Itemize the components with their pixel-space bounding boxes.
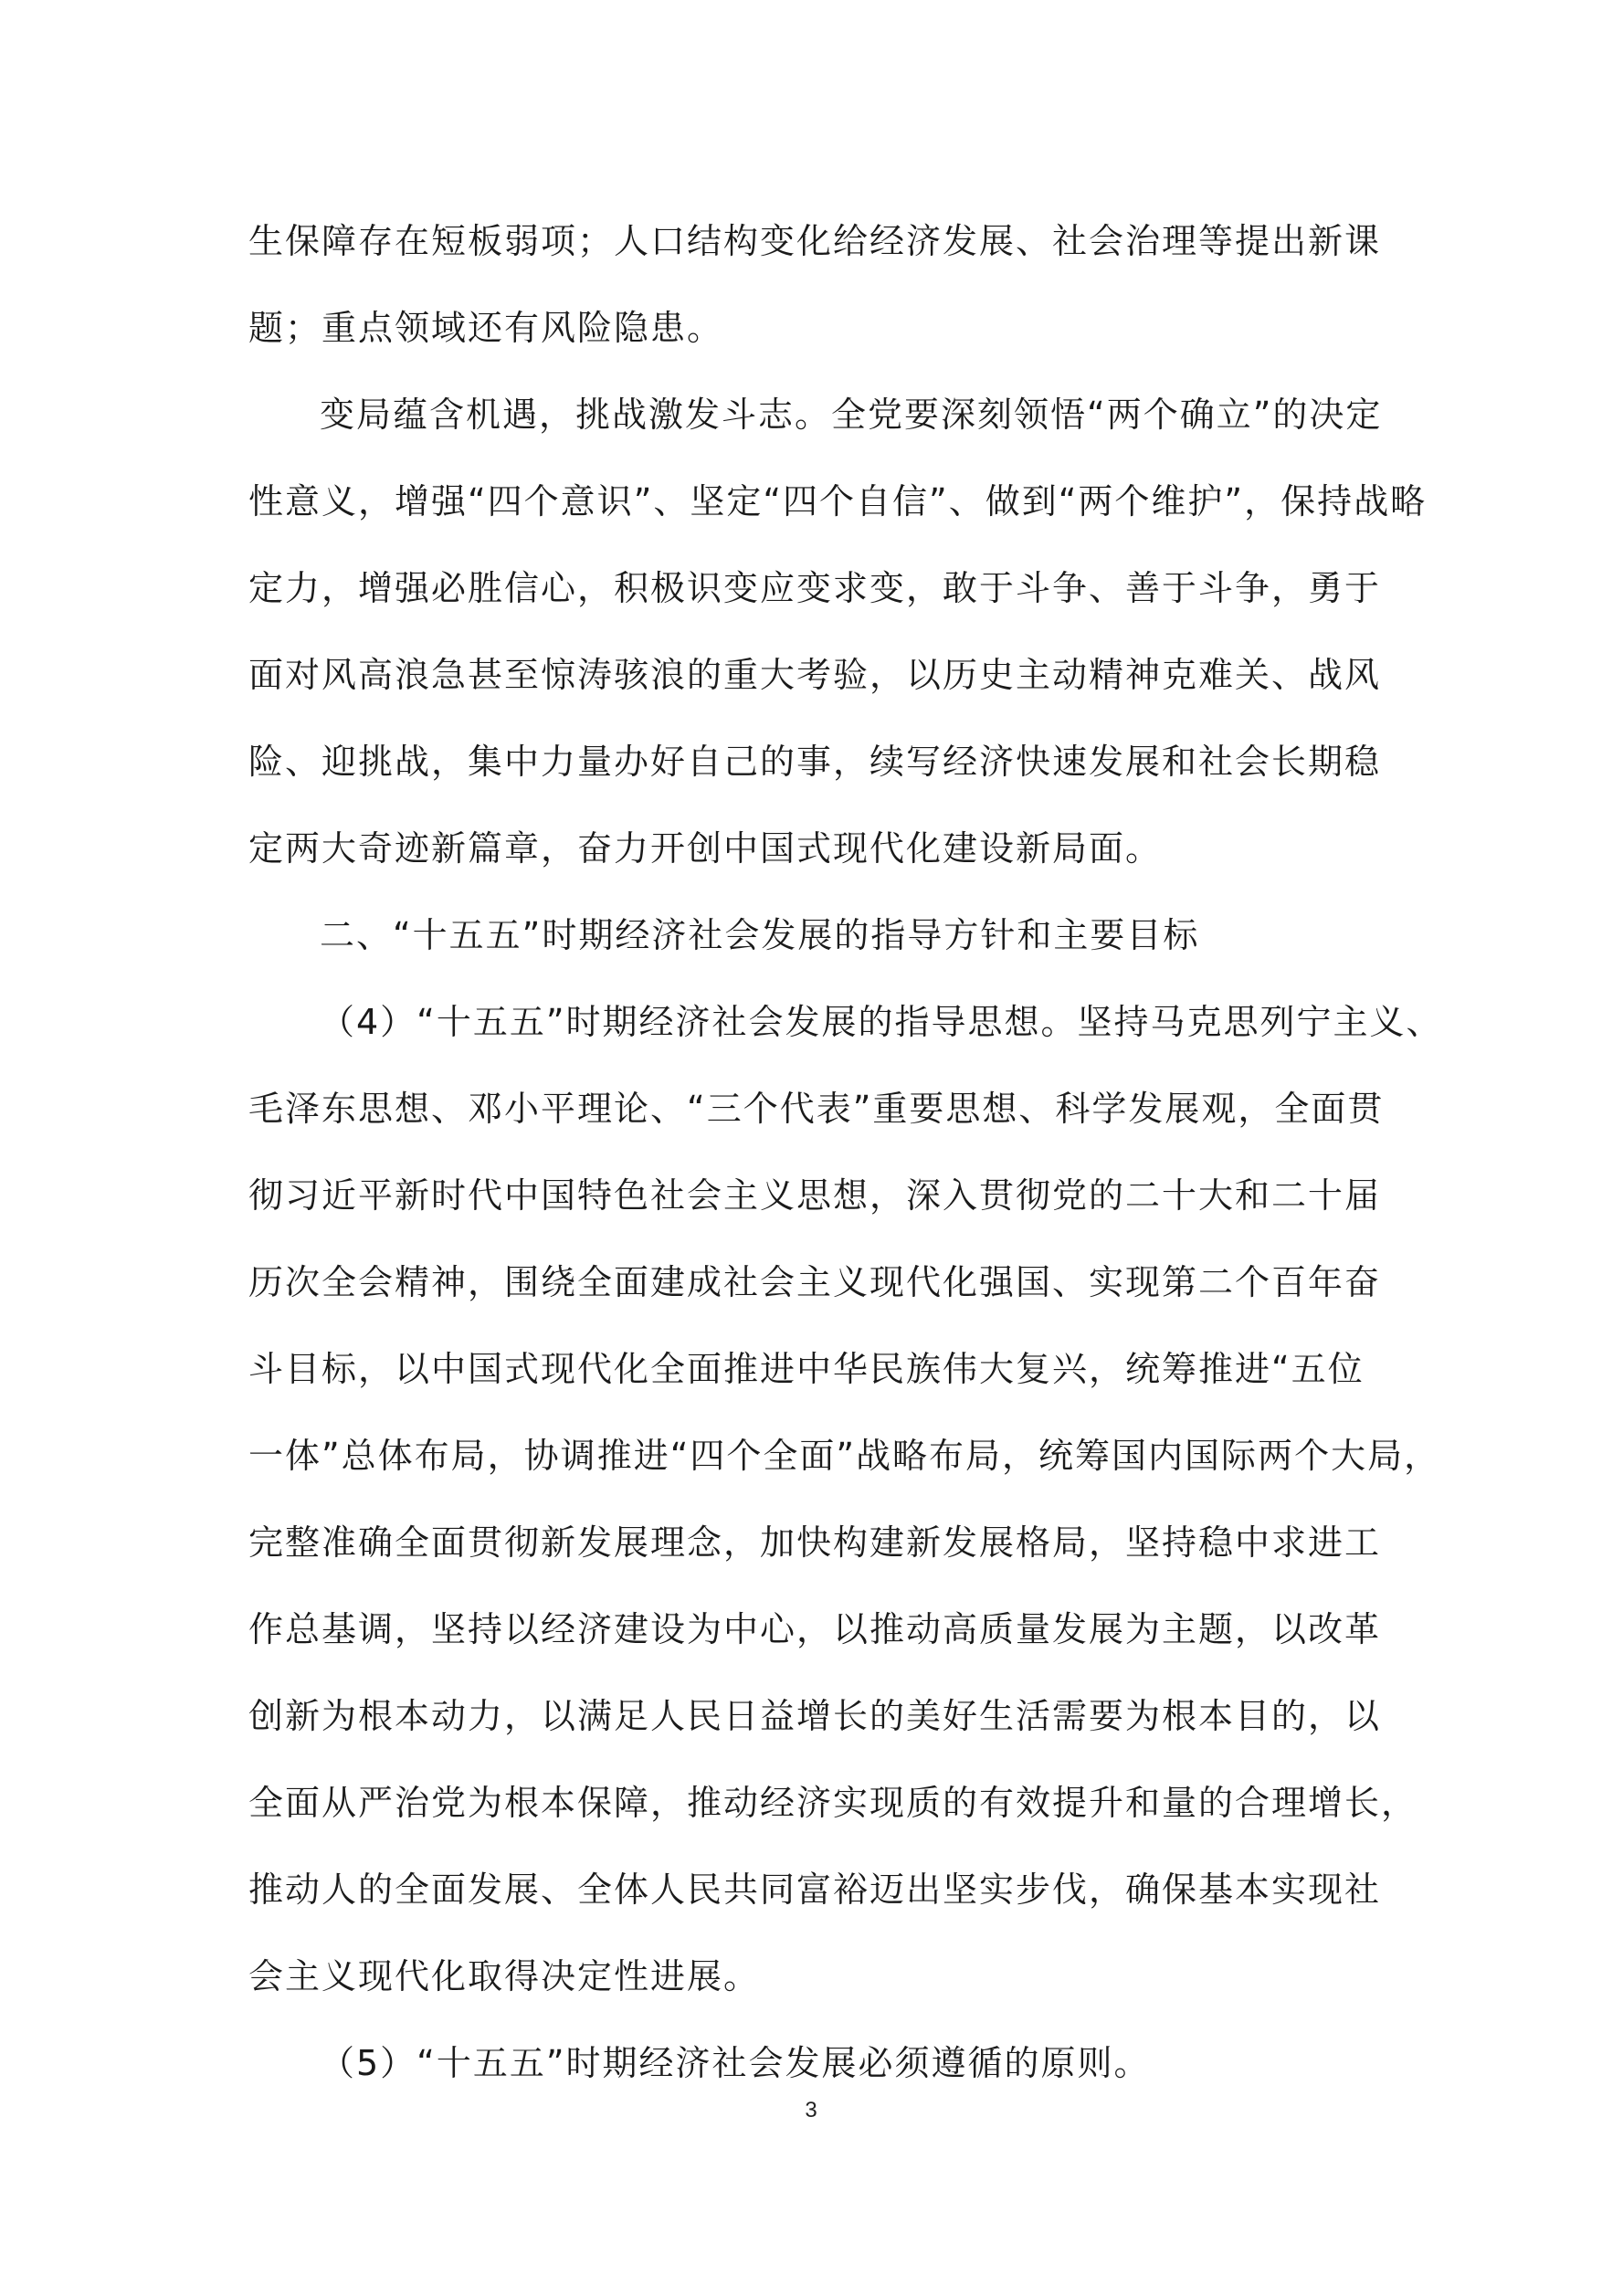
paragraph-start-line: （4）“十五五”时期经济社会发展的指导思想。坚持马克思列宁主义、 xyxy=(320,1002,1443,1042)
text-line: 创新为根本动力，以满足人民日益增长的美好生活需要为根本目的，以 xyxy=(248,1696,1382,1736)
text-line: 一体”总体布局，协调推进“四个全面”战略布局，统筹国内国际两个大局， xyxy=(248,1436,1441,1476)
text-line: 作总基调，坚持以经济建设为中心，以推动高质量发展为主题，以改革 xyxy=(248,1609,1382,1649)
text-line: 定两大奇迹新篇章，奋力开创中国式现代化建设新局面。 xyxy=(248,828,1163,869)
text-line: 历次全会精神，围绕全面建成社会主义现代化强国、实现第二个百年奋 xyxy=(248,1262,1382,1302)
page-number: 3 xyxy=(805,2098,817,2122)
text-line: 完整准确全面贯彻新发展理念，加快构建新发展格局，坚持稳中求进工 xyxy=(248,1522,1382,1563)
text-line: 险、迎挑战，集中力量办好自己的事，续写经济快速发展和社会长期稳 xyxy=(248,742,1382,782)
text-line: 全面从严治党为根本保障，推动经济实现质的有效提升和量的合理增长， xyxy=(248,1783,1418,1823)
paragraph-start-line: （5）“十五五”时期经济社会发展必须遵循的原则。 xyxy=(320,2043,1151,2083)
section-heading: 二、“十五五”时期经济社会发展的指导方针和主要目标 xyxy=(320,915,1200,955)
paragraph-start-line: 变局蕴含机遇，挑战激发斗志。全党要深刻领悟“两个确立”的决定 xyxy=(320,395,1383,435)
text-line: 题；重点领域还有风险隐患。 xyxy=(248,308,724,348)
text-line: 毛泽东思想、邓小平理论、“三个代表”重要思想、科学发展观，全面贯 xyxy=(248,1089,1385,1129)
text-line: 面对风高浪急甚至惊涛骇浪的重大考验，以历史主动精神克难关、战风 xyxy=(248,655,1382,695)
text-line: 斗目标，以中国式现代化全面推进中华民族伟大复兴，统筹推进“五位 xyxy=(248,1349,1365,1389)
text-line: 推动人的全面发展、全体人民共同富裕迈出坚实步伐，确保基本实现社 xyxy=(248,1869,1382,1910)
text-line: 定力，增强必胜信心，积极识变应变求变，敢于斗争、善于斗争，勇于 xyxy=(248,568,1382,608)
text-line: 彻习近平新时代中国特色社会主义思想，深入贯彻党的二十大和二十届 xyxy=(248,1175,1382,1216)
text-line: 会主义现代化取得决定性进展。 xyxy=(248,1956,761,1996)
text-line: 生保障存在短板弱项；人口结构变化给经济发展、社会治理等提出新课 xyxy=(248,221,1382,261)
text-line: 性意义，增强“四个意识”、坚定“四个自信”、做到“两个维护”，保持战略 xyxy=(248,481,1428,521)
